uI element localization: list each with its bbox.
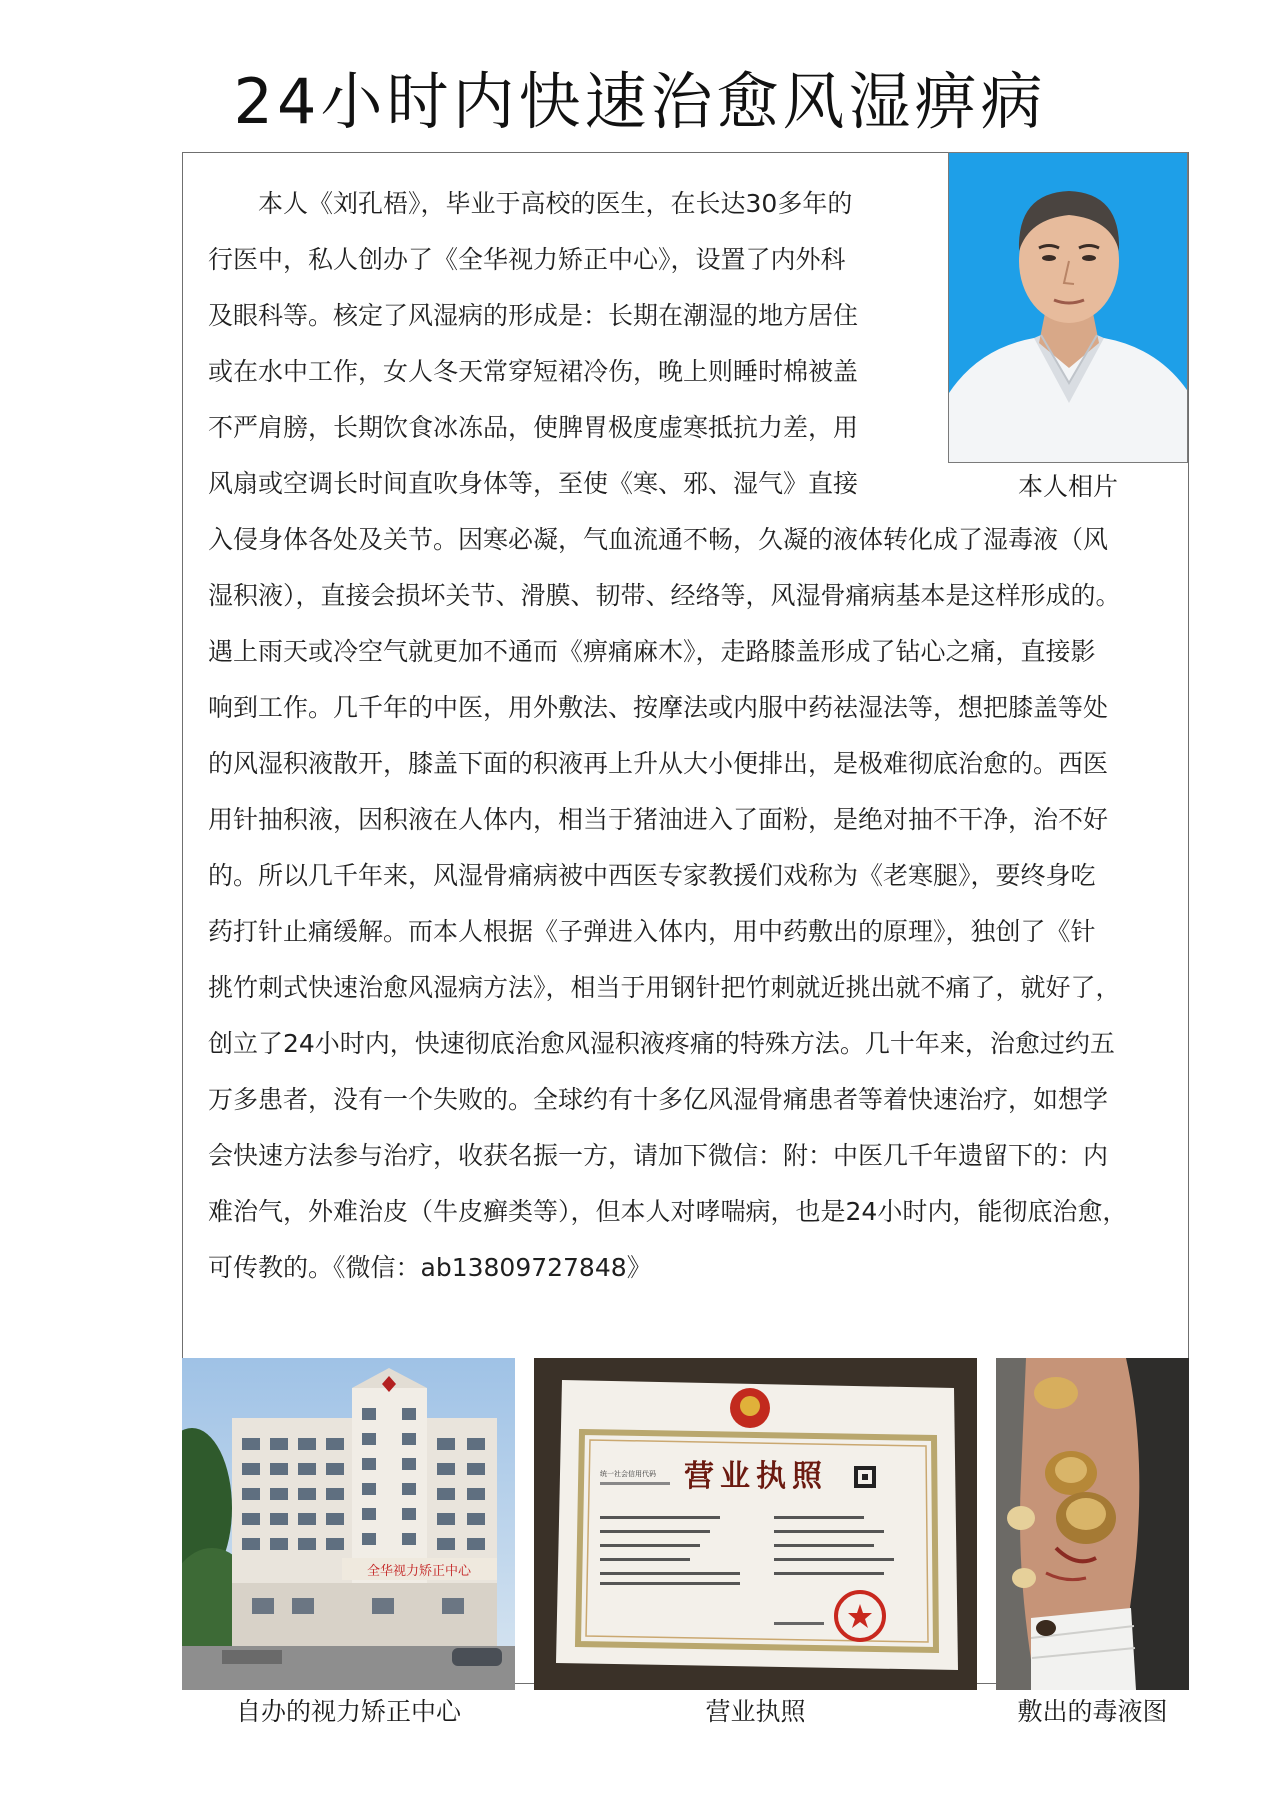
body-line: 创立了24小时内，快速彻底治愈风湿积液疼痛的特殊方法。几十年来，治愈过约五	[208, 1029, 1115, 1058]
body-line: 及眼科等。核定了风湿病的形成是：长期在潮湿的地方居住	[208, 301, 859, 330]
license-title: 营业执照	[684, 1459, 828, 1494]
body-line: 会快速方法参与治疗，收获名振一方，请加下微信：附：中医几千年遗留下的：内	[208, 1141, 1109, 1170]
body-line: 风扇或空调长时间直吹身体等，至使《寒、邪、湿气》直接	[208, 469, 859, 498]
body-line: 可传教的。《微信：ab13809727848》	[208, 1253, 652, 1282]
body-line: 响到工作。几千年的中医，用外敷法、按摩法或内服中药祛湿法等，想把膝盖等处	[208, 693, 1109, 722]
body-line: 或在水中工作，女人冬天常穿短裙冷伤，晚上则睡时棉被盖	[208, 357, 859, 386]
building-photo	[182, 1358, 515, 1690]
license-code-label: 统一社会信用代码	[600, 1470, 656, 1478]
body-line: 药打针止痛缓解。而本人根据《子弹进入体内，用中药敷出的原理》，独创了《针	[208, 917, 1096, 946]
body-line: 湿积液），直接会损坏关节、滑膜、韧带、经络等，风湿骨痛病基本是这样形成的。	[208, 581, 1121, 610]
building-caption: 自办的视力矫正中心	[235, 1697, 461, 1726]
license-image	[534, 1358, 977, 1690]
body-line: 的。所以几千年来，风湿骨痛病被中西医专家教援们戏称为《老寒腿》，要终身吃	[208, 861, 1096, 890]
body-line: 挑竹刺式快速治愈风湿病方法》，相当于用钢针把竹刺就近挑出就不痛了，就好了，	[208, 973, 1121, 1002]
license-photo	[534, 1358, 977, 1690]
license-caption: 营业执照	[705, 1697, 806, 1726]
body-line: 遇上雨天或冷空气就更加不通而《痹痛麻木》，走路膝盖形成了钻心之痛，直接影	[208, 637, 1096, 666]
body-line: 的风湿积液散开，膝盖下面的积液再上升从大小便排出，是极难彻底治愈的。西医	[208, 749, 1109, 778]
body-line: 用针抽积液，因积液在人体内，相当于猪油进入了面粉，是绝对抽不干净，治不好	[208, 805, 1109, 834]
knee-photo	[996, 1358, 1189, 1690]
building-image	[182, 1358, 515, 1690]
portrait-caption: 本人相片	[1017, 472, 1118, 501]
knee-caption: 敷出的毒液图	[1017, 1697, 1168, 1726]
building-sign: 全华视力矫正中心	[366, 1564, 472, 1579]
body-line: 万多患者，没有一个失败的。全球约有十多亿风湿骨痛患者等着快速治疗，如想学	[208, 1085, 1109, 1114]
body-line: 不严肩膀，长期饮食冰冻品，使脾胃极度虚寒抵抗力差，用	[208, 413, 859, 442]
body-line: 入侵身体各处及关节。因寒必凝，气血流通不畅，久凝的液体转化成了湿毒液（风	[208, 525, 1109, 554]
knee-image	[996, 1358, 1189, 1690]
body-line: 行医中，私人创办了《全华视力矫正中心》，设置了内外科	[208, 245, 846, 274]
body-line: 本人《刘孔梧》，毕业于高校的医生，在长达30多年的	[208, 189, 853, 218]
page-title: 24小时内快速治愈风湿痹病	[233, 65, 1047, 138]
portrait-image	[949, 153, 1188, 463]
body-line: 难治气，外难治皮（牛皮癣类等），但本人对哮喘病，也是24小时内，能彻底治愈，	[208, 1197, 1128, 1226]
doctor-portrait	[948, 152, 1188, 463]
